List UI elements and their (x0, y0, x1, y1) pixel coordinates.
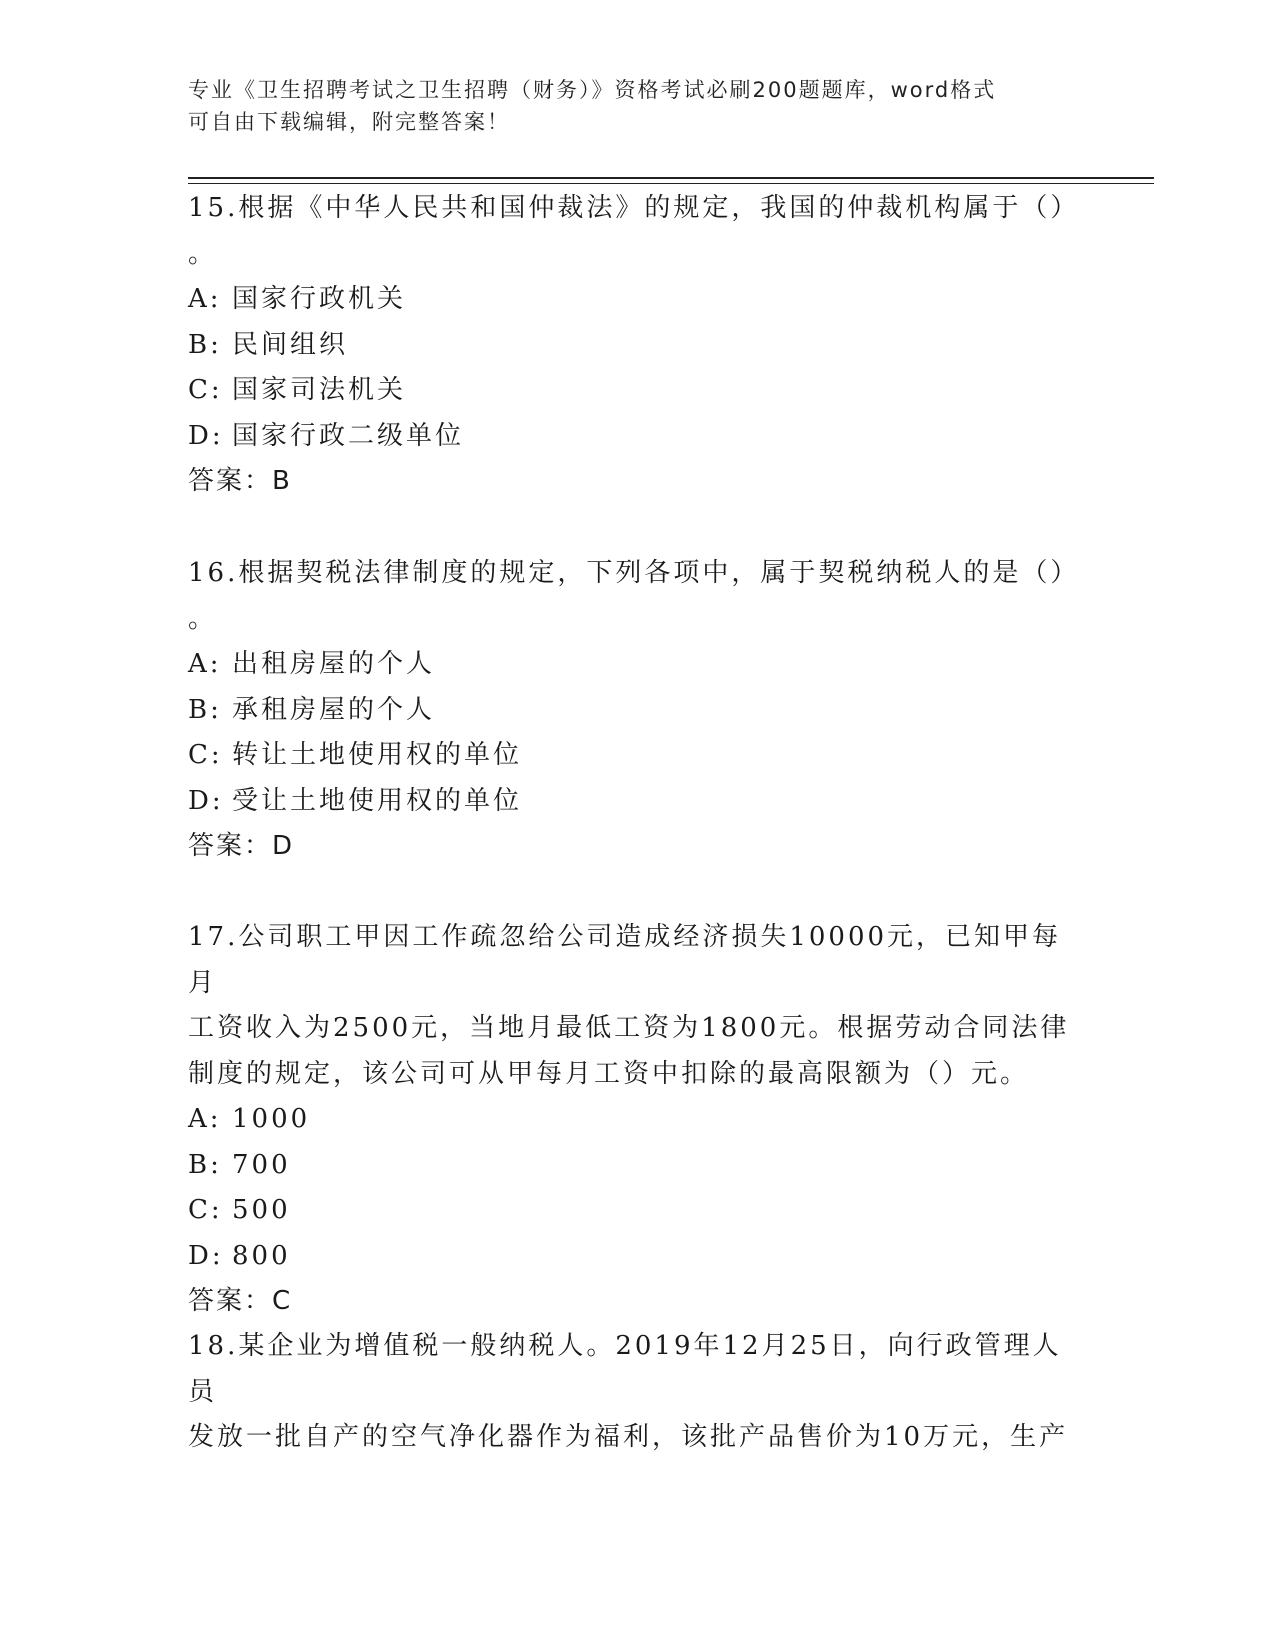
option-b (188, 688, 1088, 734)
option-text: 承租房屋的个人 (232, 694, 436, 725)
option-text: 民间组织 (232, 329, 349, 360)
header-divider-thick (188, 177, 1154, 179)
option-a (188, 642, 1088, 688)
question-stem-line: 。 (188, 603, 218, 634)
option-text: 800 (232, 1240, 291, 1271)
option-b (188, 323, 1088, 369)
question-stem-line: 16.根据契税法律制度的规定，下列各项中，属于契税纳税人的是（） (188, 558, 1080, 588)
option-key: D: (188, 785, 224, 816)
question-17 (188, 915, 1088, 1325)
option-d (188, 1234, 1088, 1280)
answer-line: 答案：C (188, 1286, 293, 1316)
document-header (188, 74, 1068, 138)
question-stem-line: 18.某企业为增值税一般纳税人。2019年12月25日，向行政管理人员 (188, 1331, 1062, 1407)
question-16 (188, 551, 1088, 870)
option-text: 国家司法机关 (232, 375, 407, 405)
header-divider-thin (188, 183, 1154, 184)
option-key: C: (188, 740, 223, 770)
question-stem-line: 制度的规定，该公司可从甲每月工资中扣除的最高限额为（）元。 (188, 1058, 1030, 1089)
option-c (188, 368, 1088, 414)
option-c (188, 1188, 1088, 1234)
option-b (188, 1143, 1088, 1189)
option-text: 700 (232, 1149, 291, 1180)
option-a (188, 277, 1088, 323)
option-text: 转让土地使用权的单位 (232, 740, 523, 770)
question-stem-line: 17.公司职工甲因工作疏忽给公司造成经济损失10000元，已知甲每月 (188, 922, 1062, 998)
question-stem-line: 发放一批自产的空气净化器作为福利，该批产品售价为10万元，生产 (188, 1422, 1069, 1452)
header-line-2: 可自由下载编辑，附完整答案！ (188, 110, 510, 134)
question-18 (188, 1324, 1088, 1461)
question-stem-line: 。 (188, 238, 218, 269)
option-key: C: (188, 1195, 223, 1225)
option-text: 1000 (232, 1104, 311, 1134)
option-key: D: (188, 420, 224, 451)
option-key: B: (188, 1149, 222, 1180)
question-stem-line: 15.根据《中华人民共和国仲裁法》的规定，我国的仲裁机构属于（） (188, 193, 1080, 223)
option-text: 国家行政二级单位 (232, 420, 465, 451)
option-key: A: (188, 649, 222, 679)
answer-line: 答案：D (188, 831, 295, 861)
option-d (188, 779, 1088, 825)
question-15 (188, 186, 1088, 505)
option-text: 500 (232, 1195, 291, 1225)
option-key: B: (188, 694, 222, 725)
option-key: A: (188, 284, 222, 314)
option-text: 出租房屋的个人 (232, 649, 436, 679)
option-d (188, 414, 1088, 460)
option-text: 国家行政机关 (232, 284, 407, 314)
option-key: A: (188, 1104, 222, 1134)
option-key: C: (188, 375, 223, 405)
question-stem-line: 工资收入为2500元，当地月最低工资为1800元。根据劳动合同法律 (188, 1013, 1070, 1043)
header-line-1: 专业《卫生招聘考试之卫生招聘（财务）》资格考试必刷200题题库，word格式 (188, 78, 997, 102)
answer-line: 答案：B (188, 466, 292, 496)
option-a (188, 1097, 1088, 1143)
option-text: 受让土地使用权的单位 (232, 785, 523, 816)
option-key: D: (188, 1240, 224, 1271)
option-c (188, 733, 1088, 779)
option-key: B: (188, 329, 222, 360)
